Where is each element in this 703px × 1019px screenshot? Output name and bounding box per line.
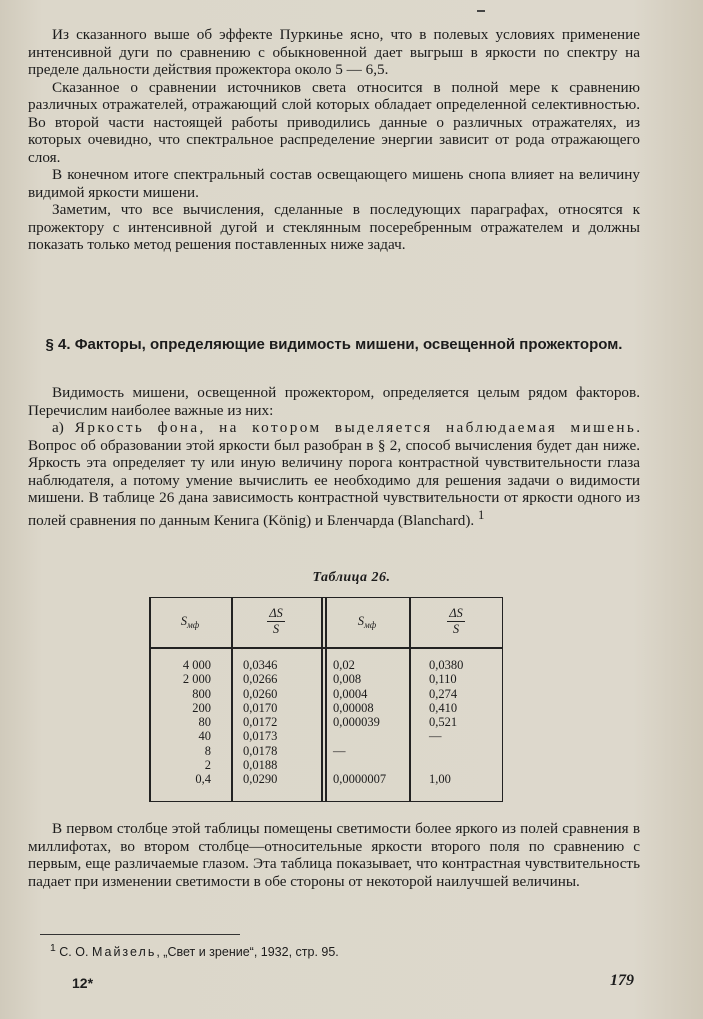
footnote-ref: 1: [478, 507, 485, 522]
footnote-mark: 1: [50, 943, 56, 954]
table-cell: 40: [198, 729, 211, 744]
page-number: 179: [610, 972, 634, 989]
table-cell: 0,0380: [429, 658, 464, 672]
table-cell: 0,0173: [243, 729, 278, 744]
table-cell: 0,02: [333, 658, 355, 672]
column-2-values: [243, 658, 321, 787]
table-cell: 0,4: [195, 772, 211, 787]
table-cell: 0,0004: [333, 686, 368, 701]
footnote-source: , „Свет и зрение“, 1932, стр. 95.: [156, 945, 339, 960]
factor-a-prefix: а): [52, 419, 75, 436]
column-luminance-1: [149, 598, 231, 801]
column-1-values: [149, 658, 231, 787]
signature-mark: 12*: [72, 975, 94, 991]
table-cell: 0,0266: [243, 672, 278, 687]
footnote-author: Майзель: [91, 945, 157, 960]
table-caption: Таблица 26.: [312, 570, 391, 585]
column-contrast-1: [231, 598, 321, 801]
footnote: [50, 943, 339, 959]
table-cell: 0,0178: [243, 743, 278, 758]
table-cell: 0,521: [429, 715, 458, 730]
table-cell: 800: [192, 686, 211, 701]
section-text: [28, 384, 640, 529]
table-cell: 0,00008: [333, 700, 374, 715]
intro-text: [28, 26, 640, 254]
table-cell: 0,274: [429, 686, 458, 701]
paragraph-visibility: Видимость мишени, освещенной прожектором, определяется целым рядом факторов. Перечислим наиболее важные из них:: [28, 384, 640, 419]
double-divider-a: [321, 598, 323, 801]
factor-a-text: . Вопрос об образовании этой яркости был разобран в § 2, способ вычисления будет дан ниже. Яркость эта определяет ту или иную величину порога контрастной чувствительности глаза наблюдателя, а потому умение вычислить ее необходимо для решения задачи о видимости мишени. В таблице 26 дана зависимость контрастной чувствительности от яркости одного из полей сравнения по данным Кенига (König) и Бленчарда (Blanchard).: [28, 419, 640, 529]
column-contrast-2: [409, 598, 503, 801]
table-cell: 0,0172: [243, 715, 278, 730]
header-fraction-2: $\frac{\Delta S}{S}$: [449, 606, 463, 636]
table-cell: —: [429, 729, 442, 744]
data-table: [149, 597, 503, 802]
table-explanation: [28, 820, 640, 890]
footnote-rule: [40, 934, 240, 935]
table-cell: [429, 744, 503, 758]
table-cell: [429, 758, 503, 772]
table-cell: 0,0290: [243, 772, 278, 787]
paragraph-table-explained: В первом столбце этой таблицы помещены светимости более яркого из полей сравнения в миллифотах, во втором столбце—относительные яркости второго поля по сравнению с первым, еще различаемые глазом. Эта таблица показывает, что контрастная чувствительность падает при изменении светимости в обе стороны от некоторой наилучшей величины.: [28, 820, 640, 890]
table-cell: 8: [204, 743, 211, 758]
table-cell: 4 000: [182, 658, 211, 672]
section-heading: § 4. Факторы, определяющие видимость мишени, освещенной прожектором.: [45, 336, 623, 353]
table-cell: —: [333, 743, 346, 758]
header-fraction-1: $\frac{\Delta S}{S}$: [269, 606, 283, 636]
table-cell: 0,0346: [243, 658, 278, 672]
table-cell: 2 000: [182, 672, 211, 687]
table-cell: 0,008: [333, 672, 362, 687]
table-cell: 1,00: [429, 772, 451, 787]
table-cell: 2: [204, 758, 211, 773]
table-cell: 0,0170: [243, 700, 278, 715]
table-cell: 0,000039: [333, 715, 380, 730]
print-mark: [477, 10, 485, 12]
table-cell: [333, 758, 409, 772]
table-cell: 80: [198, 715, 211, 730]
table-cell: 0,0260: [243, 686, 278, 701]
table-cell: 0,410: [429, 700, 458, 715]
table-cell: 0,110: [429, 672, 457, 687]
paragraph-factor-a: [28, 419, 640, 529]
header-s-1: $S_{мф}$: [180, 614, 200, 630]
paragraph-reflectors: Сказанное о сравнении источников света относится в полной мере к сравнению различных отражателей, отражающий слой которых обладает определенной селективностью. Во второй части настоящей работы приводились данные о различных отражателях, из которых очевидно, что спектральное распределение энергии зависит от рода отражающего слоя.: [28, 78, 640, 166]
paragraph-purkinje: Из сказанного выше об эффекте Пуркинье ясно, что в полевых условиях применение интенсивной дуги по сравнению с обыкновенной дает выгрыш в яркости по спектру на пределе дальности действия прожектора около 5 — 6,5.: [28, 26, 640, 78]
column-4-values: [429, 658, 503, 787]
factor-a-title: Яркость фона, на котором выделяется наблюдаемая мишень: [74, 419, 637, 436]
paragraph-spectral: В конечном итоге спектральный состав освещающего мишень снопа влияет на величину видимой яркости мишени.: [28, 166, 640, 201]
footnote-prefix: С. О.: [59, 945, 92, 960]
column-luminance-2: [325, 598, 409, 801]
table-cell: 200: [192, 700, 211, 715]
table-cell: 0,0000007: [333, 772, 387, 787]
table-cell: 0,0188: [243, 758, 278, 773]
paragraph-note: Заметим, что все вычисления, сделанные в последующих параграфах, относятся к прожектору с интенсивной дугой и стеклянным посеребренным отражателем и должны показать только метод решения поставленных ниже задач.: [28, 201, 640, 253]
table-cell: [333, 729, 409, 743]
column-3-values: [333, 658, 409, 787]
header-s-2: $S_{мф}$: [357, 614, 377, 630]
